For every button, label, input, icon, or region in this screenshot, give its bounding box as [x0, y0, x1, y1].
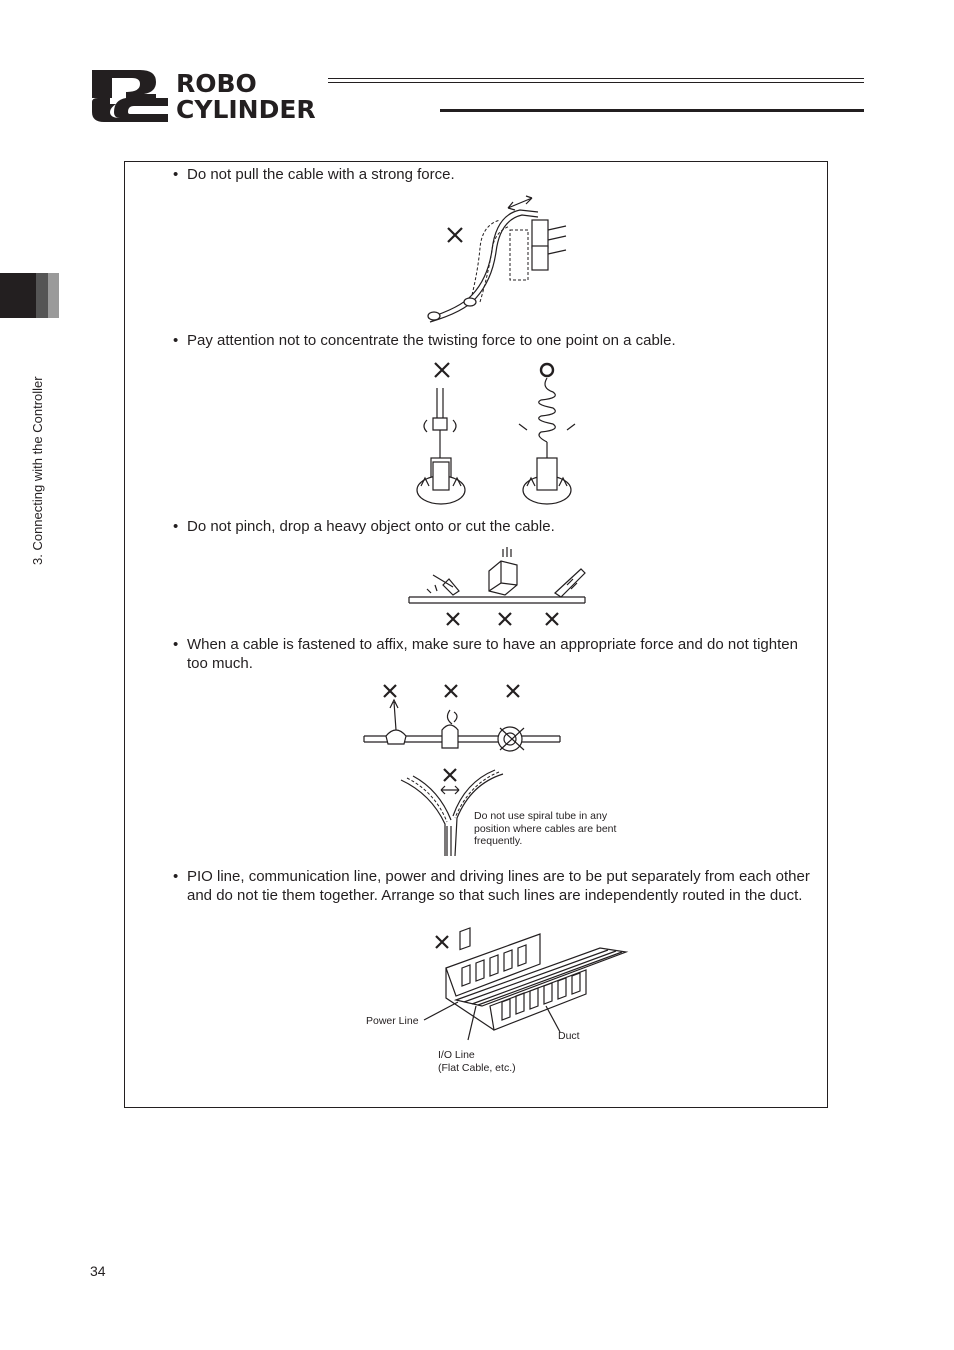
chapter-tab-shade — [36, 273, 48, 318]
bullet-item — [173, 868, 813, 905]
bullet-text: PIO line, communication line, power and driving lines are to be put separately from each other and do not tie them together. Arrange so that such lines are independently routed in the duct. — [187, 868, 810, 904]
logo-line2: CYLINDER — [176, 95, 316, 124]
bullet-item — [173, 332, 813, 351]
cross-mark — [546, 613, 558, 625]
duct-figure — [360, 930, 640, 1080]
header-rule-thick — [440, 109, 864, 112]
chapter-tab — [0, 273, 36, 318]
cross-mark — [447, 613, 459, 625]
bullet-marker: • — [173, 166, 179, 183]
bullet-item — [173, 636, 813, 673]
bullet-marker: • — [173, 868, 179, 885]
bullet-text: Pay attention not to concentrate the twisting force to one point on a cable. — [187, 332, 676, 349]
duct-label: Duct — [558, 1030, 580, 1042]
bullet-marker: • — [173, 636, 179, 653]
robo-cylinder-logo — [90, 68, 435, 124]
cross-mark — [445, 685, 457, 697]
power-line-label: Power Line — [366, 1015, 419, 1027]
page-number: 34 — [90, 1263, 106, 1279]
twisting-figure — [415, 358, 585, 508]
bullet-item — [173, 518, 813, 537]
cross-mark — [436, 936, 448, 948]
chapter-label: 3. Connecting with the Controller — [30, 376, 45, 565]
pull-cable-figure — [420, 190, 580, 325]
fastening-figure — [360, 680, 565, 752]
pinch-drop-cut-figure — [405, 545, 590, 627]
header-rule — [328, 82, 864, 83]
cross-mark — [448, 228, 462, 242]
bullet-text: Do not pinch, drop a heavy object onto or cut the cable. — [187, 518, 555, 535]
spiral-tube-note: Do not use spiral tube in any position where cables are bent frequently. — [474, 810, 617, 847]
cross-mark — [507, 685, 519, 697]
bullet-text: Do not pull the cable with a strong force. — [187, 166, 455, 183]
cross-mark — [384, 685, 396, 697]
bullet-marker: • — [173, 518, 179, 535]
io-line-sublabel: (Flat Cable, etc.) — [438, 1062, 516, 1074]
circle-mark — [541, 364, 553, 376]
cross-mark — [499, 613, 511, 625]
chapter-tab-shade — [48, 273, 59, 318]
cross-mark — [444, 769, 456, 781]
cross-mark — [435, 363, 449, 377]
bullet-marker: • — [173, 332, 179, 349]
bullet-text: When a cable is fastened to affix, make sure to have an appropriate force and do not tighten too much. — [187, 636, 798, 672]
logo-line1: ROBO — [176, 69, 257, 98]
header-rule — [328, 78, 864, 79]
bullet-item — [173, 166, 813, 185]
io-line-label: I/O Line — [438, 1049, 475, 1061]
